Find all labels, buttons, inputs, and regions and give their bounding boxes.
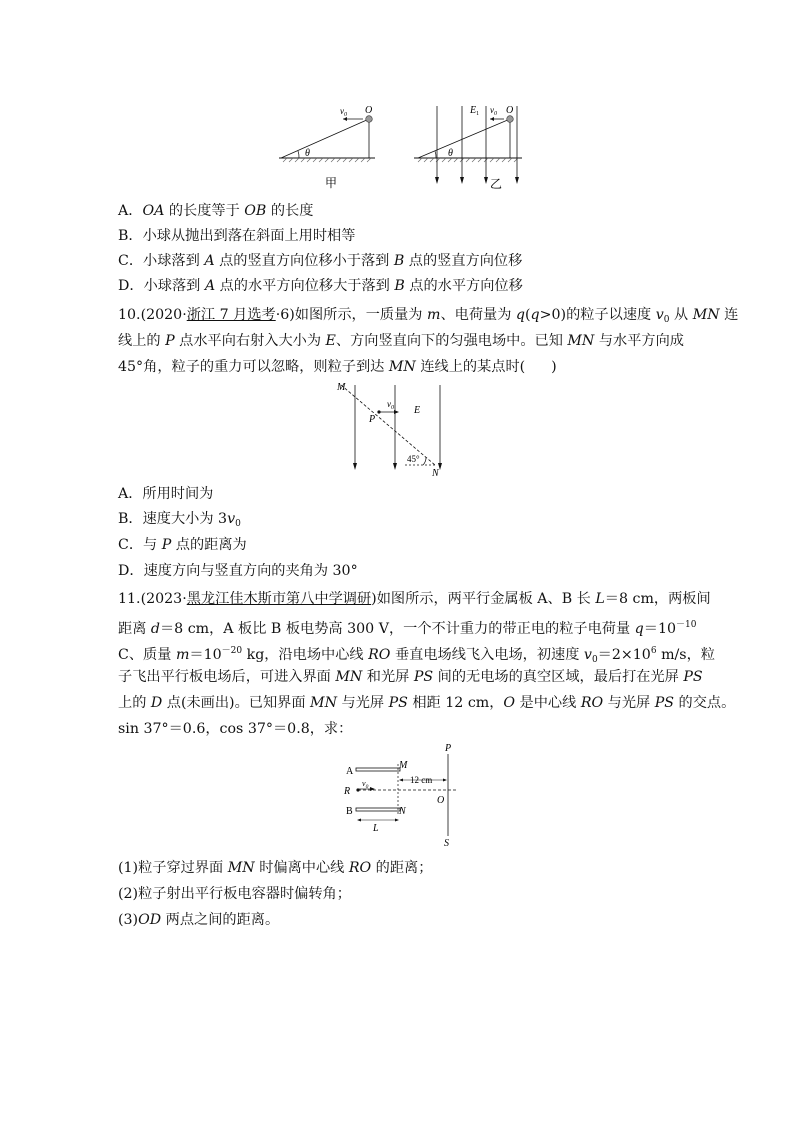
caption-jia: 甲	[325, 176, 338, 190]
length-l-label: L	[373, 823, 379, 834]
point-o-label: O	[365, 105, 373, 116]
distance-12cm-label: 12 cm	[410, 775, 433, 785]
theta-label: θ	[305, 148, 310, 159]
q9-option-d: D．小球落到 A 点的水平方向位移大于落到 B 点的水平方向位移	[118, 278, 523, 294]
point-o-label: O	[437, 795, 445, 806]
q9-option-c: C．小球落到 A 点的竖直方向位移小于落到 B 点的竖直方向位移	[118, 253, 523, 269]
point-p-label: P	[369, 414, 376, 425]
q9-option-a: A．OA 的长度等于 OB 的长度	[118, 203, 314, 219]
figure-q11	[338, 742, 468, 852]
point-r-label: R	[344, 786, 351, 797]
q11-stem-line1: 11.(2023·黑龙江佳木斯市第八中学调研)如图所示，两平行金属板 A、B 长 L＝8 cm，两板间	[118, 591, 711, 607]
q11-stem-line6: sin 37°＝0.6，cos 37°＝0.8，求：	[118, 721, 353, 737]
caption-yi: 乙	[490, 177, 503, 191]
q9-option-b: B．小球从抛出到落在斜面上用时相等	[118, 228, 356, 244]
plate-b-label: B	[346, 806, 353, 817]
q10-option-d: D．速度方向与竖直方向的夹角为 30°	[118, 563, 358, 579]
plate-a-label: A	[346, 766, 354, 777]
q10-option-b: B．速度大小为 $3v_0$	[118, 511, 241, 529]
point-n-label: N	[432, 468, 439, 478]
v0-label: $v_0$	[490, 105, 497, 117]
point-n-label: N	[399, 806, 406, 817]
point-m-label: M	[337, 383, 346, 393]
q10-stem-line1: 10.(2020·浙江 7 月选考·6)如图所示，一质量为 m、电荷量为 q(q>0)的粒子以速度 $v_0$ 从 MN 连	[118, 307, 739, 325]
v0-label: $v_0$	[362, 779, 369, 790]
q11-subquestion-1: (1)粒子穿过界面 MN 时偏离中心线 RO 的距离；	[118, 860, 433, 876]
q10-option-a: A．所用时间为	[118, 486, 214, 502]
field-e-label: E	[414, 405, 421, 416]
point-o-label: O	[506, 105, 514, 116]
q10-option-c: C．与 P 点的距离为	[118, 537, 247, 553]
q10-stem-line2: 线上的 P 点水平向右射入大小为 E、方向竖直向下的匀强电场中。已知 MN 与水平方向成	[118, 333, 684, 349]
q11-stem-line3: C、质量 $m=10^{-20}$ kg，沿电场中心线 RO 垂直电场线飞入电场，初速度 $v_0=2\times 10^6$ m/s，粒	[118, 646, 715, 665]
angle-45-label: 45°	[407, 454, 420, 464]
figure-jia	[275, 100, 385, 192]
q11-subquestion-3: (3)OD 两点之间的距离。	[118, 912, 280, 928]
q10-stem-line3: 45°角，粒子的重力可以忽略，则粒子到达 MN 连线上的某点时( )	[118, 359, 557, 375]
point-s-label: S	[444, 838, 449, 849]
q11-stem-line5: 上的 D 点(未画出)。已知界面 MN 与光屏 PS 相距 12 cm，O 是中心线 RO 与光屏 PS 的交点。	[118, 695, 736, 711]
e1-label: $E_1$	[470, 105, 480, 117]
theta-label: θ	[448, 148, 453, 159]
q11-stem-line2: 距离 d＝8 cm，A 板比 B 板电势高 300 V，一个不计重力的带正电的粒子电荷量 $q=10^{-10}$	[118, 620, 697, 637]
figure-yi	[410, 100, 525, 192]
q11-subquestion-2: (2)粒子射出平行板电容器时偏转角；	[118, 886, 351, 902]
point-p-label: P	[445, 743, 452, 754]
figure-q10	[335, 383, 455, 478]
v0-label: $v_0$	[387, 399, 394, 411]
q11-stem-line4: 子飞出平行板电场后，可进入界面 MN 和光屏 PS 间的无电场的真空区域，最后打在光屏 PS	[118, 669, 703, 685]
point-m-label: M	[399, 760, 408, 771]
v0-label: $v_0$	[340, 106, 347, 118]
